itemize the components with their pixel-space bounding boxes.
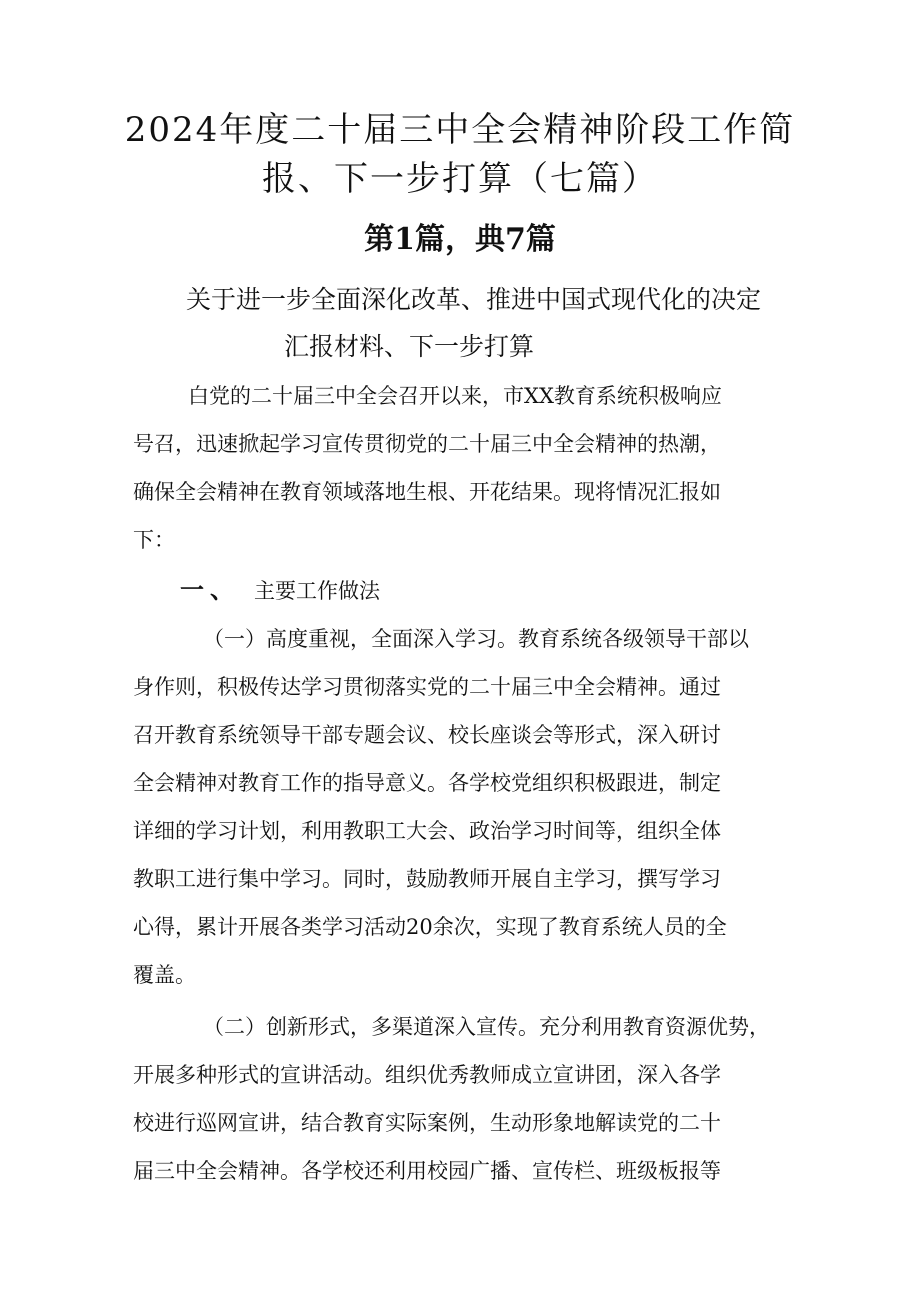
intro-line: 确保全会精神在教育领域落地生根、开花结果。现将情况汇报如	[133, 480, 721, 504]
paragraph-2-line: 届三中全会精神。各学校还利用校园广播、宣传栏、班级板报等	[133, 1159, 721, 1183]
paragraph-1-line: 详细的学习计划，利用教职工大会、政治学习时间等，组织全体	[133, 819, 721, 843]
paragraph-1-line: 教职工进行集中学习。同时，鼓励教师开展自主学习，撰写学习	[133, 867, 721, 891]
paragraph-2-line: （二）创新形式，多渠道深入宣传。充分利用教育资源优势，	[203, 1015, 770, 1039]
intro-line: 下：	[133, 528, 175, 552]
paragraph-2-line: 校进行巡网宣讲，结合教育实际案例，生动形象地解读党的二十	[133, 1111, 721, 1135]
document-title-line-1: 2024年度二十届三中全会精神阶段工作简	[124, 110, 796, 150]
intro-line: 号召，迅速掀起学习宣传贯彻党的二十届三中全会精神的热潮，	[133, 432, 721, 456]
paragraph-1-line: 心得，累计开展各类学习活动20余次，实现了教育系统人员的全	[133, 915, 727, 939]
paragraph-1-line: 身作则，积极传达学习贯彻落实党的二十届三中全会精神。通过	[133, 675, 721, 699]
paragraph-1-line: 覆盖。	[133, 963, 196, 987]
heading-main-work	[180, 575, 380, 606]
intro-line: 白党的二十届三中全会召开以来，市XX教育系统积极响应	[188, 384, 722, 408]
paragraph-2-line: 开展多种形式的宣讲活动。组织优秀教师成立宣讲团，深入各学	[133, 1063, 721, 1087]
section-title-line-1: 关于进一步全面深化改革、推进中国式现代化的决定	[186, 285, 762, 314]
paragraph-1-line: 全会精神对教育工作的指导意义。各学校党组织积极跟进，制定	[133, 771, 721, 795]
paragraph-1-line: 召开教育系统领导干部专题会议、校长座谈会等形式，深入研讨	[133, 723, 721, 747]
document-subtitle: 第1篇，典7篇	[364, 222, 556, 257]
heading-text: 主要工作做法	[254, 579, 380, 603]
heading-number: 一、	[180, 576, 240, 604]
document-title-line-2: 报、下一步打算（七篇）	[262, 159, 658, 199]
section-title-line-2: 汇报材料、下一步打算	[284, 332, 535, 361]
paragraph-1-line: （一）高度重视，全面深入学习。教育系统各级领导干部以	[203, 627, 749, 651]
